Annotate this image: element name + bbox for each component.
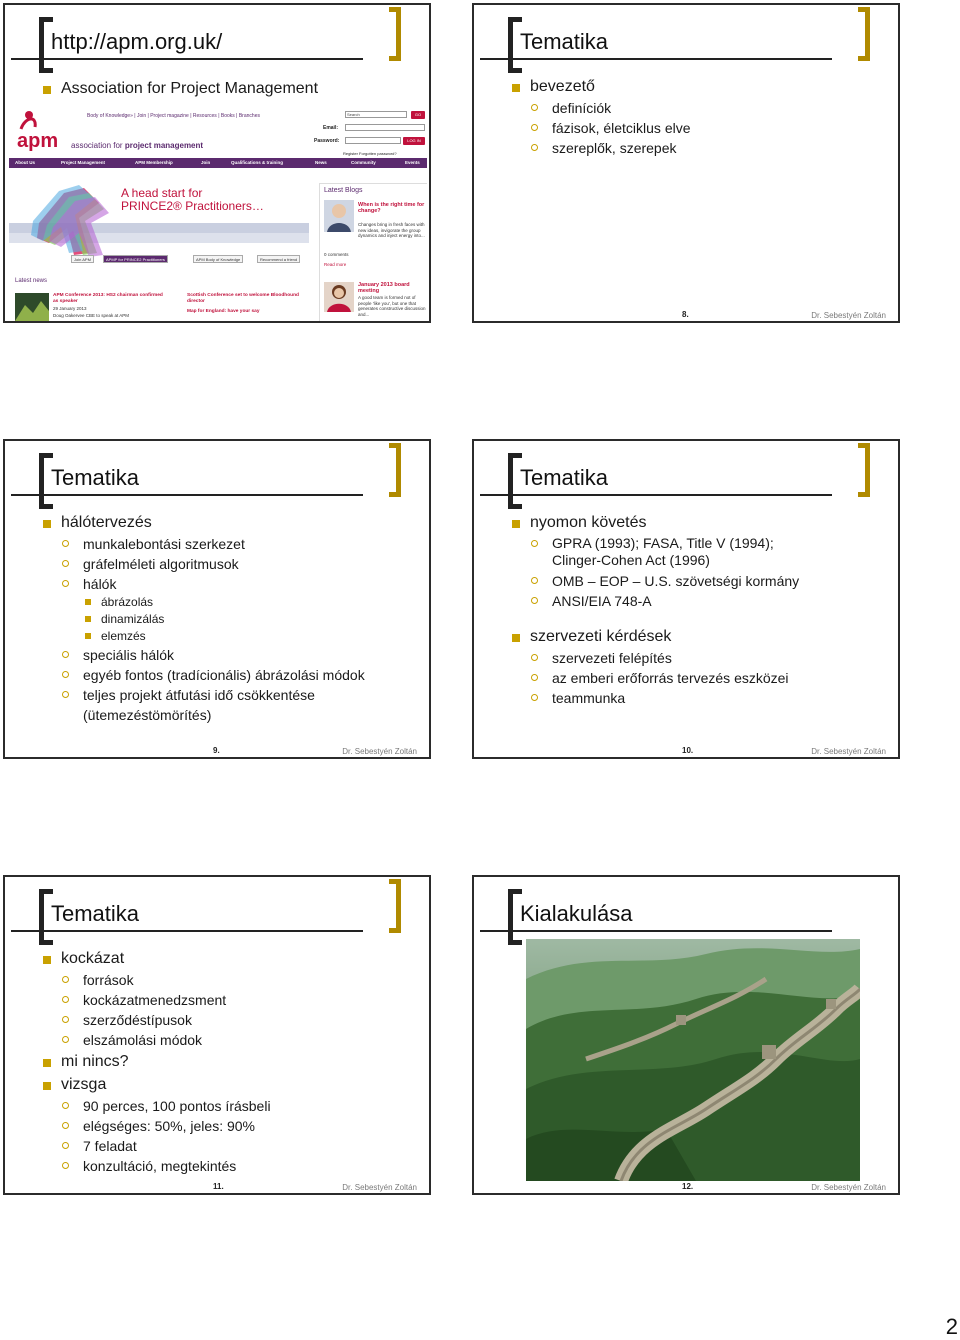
apm-top-links: Body of Knowledge» | Join | Project magazine | Resources | Books | Branches <box>87 113 260 119</box>
sub-sub-bullet-item: ábrázolás <box>43 594 415 611</box>
sub-bullet-item: szervezeti felépítés <box>512 648 884 668</box>
news-headline: Map for England: have your say <box>187 309 260 314</box>
title-rule <box>480 494 832 496</box>
svg-text:apm: apm <box>17 130 59 151</box>
bullet-item: Association for Project Management <box>43 78 415 100</box>
hero-button: Join APM <box>71 255 94 263</box>
sub-bullet-item: 90 perces, 100 pontos írásbeli <box>43 1096 415 1116</box>
email-field <box>345 124 425 131</box>
slide-author: Dr. Sebestyén Zoltán <box>811 1183 886 1192</box>
nav-item: News <box>315 160 327 165</box>
slide-12 <box>472 875 900 1195</box>
nav-item: Project Management <box>61 160 106 165</box>
sub-sub-bullet-item: dinamizálás <box>43 611 415 628</box>
bracket-right <box>858 7 870 61</box>
title-rule <box>480 930 832 932</box>
slide-number: 9. <box>213 746 220 755</box>
hero-button: Recommend a friend <box>257 255 300 263</box>
sub-bullet-item: teammunka <box>512 688 884 708</box>
password-field <box>345 137 401 144</box>
bullet-item: bevezető <box>512 76 884 98</box>
slide-author: Dr. Sebestyén Zoltán <box>811 311 886 320</box>
slide-title: http://apm.org.uk/ <box>51 29 223 54</box>
sub-bullet-item: fázisok, életciklus elve <box>512 118 884 138</box>
email-label: Email: <box>323 125 339 131</box>
slide-11 <box>3 875 431 1195</box>
sub-bullet-item: források <box>43 970 415 990</box>
bracket-right <box>389 879 401 933</box>
news-subtitle: Doug Oakervee CBE to speak at APM <box>53 313 130 318</box>
nav-item: Community <box>351 160 376 165</box>
slide-number: 12. <box>682 1182 694 1191</box>
bracket-right <box>389 443 401 497</box>
title-rule <box>11 930 363 932</box>
sub-bullet-item: hálók <box>43 574 415 594</box>
blog-headline: January 2013 board meeting <box>358 282 410 294</box>
blog-read-more: Read more <box>324 262 347 267</box>
latest-news-title: Latest news <box>15 278 48 284</box>
sub-bullet-item: az emberi erőforrás tervezés eszközei <box>512 668 884 688</box>
sub-bullet-item: gráfelméleti algoritmusok <box>43 554 415 574</box>
latest-blogs-title: Latest Blogs <box>324 187 363 194</box>
nav-item: About Us <box>15 160 35 165</box>
sub-bullet-item: elszámolási módok <box>43 1030 415 1050</box>
sub-bullet-item: definíciók <box>512 98 884 118</box>
sub-bullet-item: konzultáció, megtekintés <box>43 1156 415 1176</box>
title-rule <box>480 58 832 60</box>
slide-author: Dr. Sebestyén Zoltán <box>811 747 886 756</box>
hero-headline: A head start for PRINCE2® Practitioners… <box>121 186 264 213</box>
apm-logo-icon <box>15 107 65 151</box>
hero-button: APM Body of Knowledge <box>193 255 243 263</box>
sub-sub-bullet-item: elemzés <box>43 628 415 645</box>
register-links: Register Forgotten password? <box>343 151 397 156</box>
sub-bullet-item: OMB – EOP – U.S. szövetségi kormány <box>512 571 884 591</box>
blog-excerpt: Changes bring in fresh faces with new ideas, invigorate the group dynamics and inject energy into... <box>358 222 425 238</box>
sub-bullet-item: 7 feladat <box>43 1136 415 1156</box>
apm-tagline: association for project management <box>71 141 204 150</box>
sub-bullet-item: munkalebontási szerkezet <box>43 534 415 554</box>
bullet-list <box>512 75 884 158</box>
sub-bullet-item: teljes projekt átfutási idő csökkentése (ütemezéstömörítés) <box>43 685 343 725</box>
title-rule <box>11 494 363 496</box>
blog-comments: 0 comments <box>324 252 349 257</box>
nav-item: APM Membership <box>135 160 173 165</box>
nav-item: Qualifications & training <box>231 160 284 165</box>
bullet-item: szervezeti kérdések <box>512 626 884 648</box>
slide-apm <box>3 3 431 323</box>
sub-bullet-item: szereplők, szerepek <box>512 138 884 158</box>
bullet-item: hálótervezés <box>43 512 415 534</box>
news-headline: APM Conference 2013: HS2 chairman confirmed as speaker <box>53 293 163 304</box>
bullet-list <box>43 511 415 725</box>
slide-title: Tematika <box>51 465 140 490</box>
slide-number: 10. <box>682 746 694 755</box>
slide-number: 11. <box>213 1182 224 1191</box>
go-button: GO <box>411 111 425 119</box>
login-button: LOG IN <box>403 137 425 145</box>
nav-item: Join <box>201 160 211 165</box>
slide-10 <box>472 439 900 759</box>
spacer <box>512 611 884 625</box>
slide-title: Tematika <box>520 29 609 54</box>
slide-title: Kialakulása <box>520 901 633 926</box>
apm-navbar <box>9 158 427 168</box>
nav-item: Events <box>405 160 420 165</box>
slide-title: Tematika <box>51 901 140 926</box>
blogger-photo-icon <box>324 282 354 312</box>
news-headline: Scottish Conference set to welcome Bloodhound director <box>187 293 299 304</box>
slide-number: 8. <box>682 310 689 319</box>
news-date: 29 January 2013 <box>53 306 87 311</box>
sub-bullet-item: elégséges: 50%, jeles: 90% <box>43 1116 415 1136</box>
slide-9 <box>3 439 431 759</box>
slide-8 <box>472 3 900 323</box>
bullet-item: nyomon követés <box>512 512 884 534</box>
news-photo-icon <box>15 293 49 321</box>
latest-blogs-panel <box>319 183 427 323</box>
hero-button: APMP for PRINCE2 Practitioners <box>103 255 168 263</box>
bullet-list <box>512 511 884 708</box>
apm-website-screenshot <box>9 103 427 323</box>
title-rule <box>11 58 363 60</box>
slide-title: Tematika <box>520 465 609 490</box>
sub-bullet-item: egyéb fontos (tradícionális) ábrázolási módok <box>43 665 415 685</box>
bracket-right <box>858 443 870 497</box>
search-input: Search <box>345 111 407 118</box>
bullet-item: mi nincs? <box>43 1051 415 1073</box>
blog-headline: When is the right time for change? <box>358 202 425 214</box>
blogger-photo-icon <box>324 200 354 232</box>
bullet-item: kockázat <box>43 948 415 970</box>
bullet-list <box>43 947 415 1176</box>
sub-bullet-item: ANSI/EIA 748-A <box>512 591 884 611</box>
sub-bullet-item: szerződéstípusok <box>43 1010 415 1030</box>
page-number: 2 <box>945 1314 958 1339</box>
slide-author: Dr. Sebestyén Zoltán <box>342 1183 417 1192</box>
bullet-item: vizsga <box>43 1074 415 1096</box>
sub-bullet-item: GPRA (1993); FASA, Title V (1994); Clinger-Cohen Act (1996) <box>512 534 822 571</box>
password-label: Password: <box>314 138 340 144</box>
blog-excerpt: A good team is formed not of people 'like you', but one that generates constructive discussion and... <box>358 295 426 317</box>
sub-bullet-item: kockázatmenedzsment <box>43 990 415 1010</box>
great-wall-photo <box>526 939 860 1181</box>
slide-author: Dr. Sebestyén Zoltán <box>342 747 417 756</box>
sub-bullet-item: speciális hálók <box>43 645 415 665</box>
bracket-right <box>389 7 401 61</box>
